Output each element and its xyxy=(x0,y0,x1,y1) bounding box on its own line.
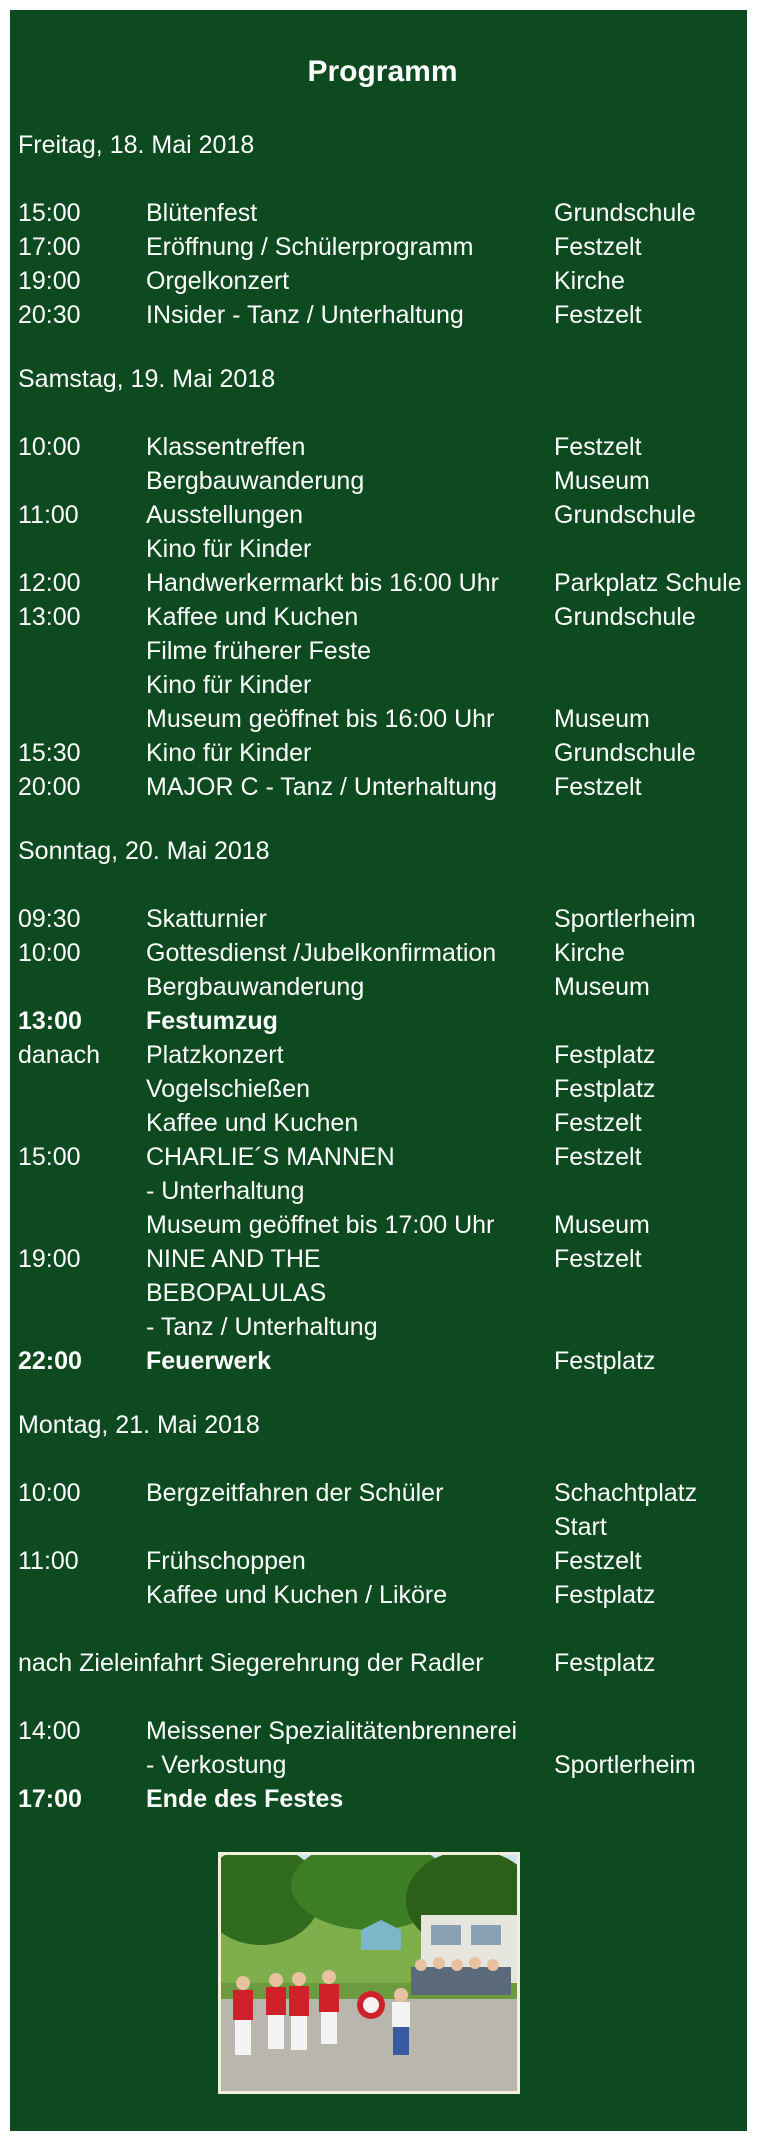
day-heading: Sonntag, 20. Mai 2018 xyxy=(18,837,270,865)
schedule-row xyxy=(18,1106,747,1140)
schedule-row xyxy=(18,264,747,298)
schedule-row xyxy=(18,1310,747,1344)
schedule-row xyxy=(18,1578,747,1612)
schedule-row xyxy=(18,634,747,668)
event-place: Kirche xyxy=(554,267,625,295)
event-place: Festzelt xyxy=(554,301,642,329)
event-time: 13:00 xyxy=(18,1007,82,1035)
event-name: Skatturnier xyxy=(146,905,267,933)
event-time: 10:00 xyxy=(18,1479,81,1507)
event-name: nach Zieleinfahrt Siegerehrung der Radler xyxy=(18,1649,484,1677)
event-name: Feuerwerk xyxy=(146,1347,272,1375)
schedule-row xyxy=(18,1004,747,1038)
schedule-row xyxy=(18,770,747,804)
event-name: NINE AND THE xyxy=(146,1245,321,1273)
event-time: 17:00 xyxy=(18,233,81,261)
schedule-row xyxy=(18,298,747,332)
schedule-row xyxy=(18,566,747,600)
schedule-row xyxy=(18,600,747,634)
event-name: - Unterhaltung xyxy=(146,1177,305,1205)
event-time: 12:00 xyxy=(18,569,81,597)
schedule-row xyxy=(18,1208,747,1242)
day-heading: Montag, 21. Mai 2018 xyxy=(18,1411,260,1439)
schedule-row xyxy=(18,498,747,532)
event-place: Museum xyxy=(554,467,650,495)
schedule-row xyxy=(18,1072,747,1106)
event-place: Museum xyxy=(554,973,650,1001)
event-place: Festplatz xyxy=(554,1581,656,1609)
event-time: 14:00 xyxy=(18,1717,81,1745)
schedule-row xyxy=(18,1544,747,1578)
day-gap xyxy=(18,396,747,430)
day-gap xyxy=(18,162,747,196)
event-name: Handwerkermarkt bis 16:00 Uhr xyxy=(146,569,499,597)
schedule-row xyxy=(18,1714,747,1748)
event-name: Platzkonzert xyxy=(146,1041,284,1069)
event-time: 19:00 xyxy=(18,1245,81,1273)
event-name: Kino für Kinder xyxy=(146,535,312,563)
event-name: Blütenfest xyxy=(146,199,258,227)
schedule-row xyxy=(18,1510,747,1544)
event-time: 22:00 xyxy=(18,1347,82,1375)
event-name: Gottesdienst /Jubelkonfirmation xyxy=(146,939,497,967)
event-time: 11:00 xyxy=(18,1547,79,1575)
festival-photo xyxy=(218,1852,520,2094)
schedule-row xyxy=(18,1748,747,1782)
day-gap xyxy=(18,1442,747,1476)
event-place: Festzelt xyxy=(554,433,642,461)
event-place: Grundschule xyxy=(554,501,696,529)
schedule-row xyxy=(18,1680,747,1714)
event-time: 20:30 xyxy=(18,301,81,329)
event-time: 13:00 xyxy=(18,603,81,631)
schedule-row xyxy=(18,1174,747,1208)
event-time: 10:00 xyxy=(18,433,81,461)
event-time: 10:00 xyxy=(18,939,81,967)
event-name: BEBOPALULAS xyxy=(146,1279,327,1307)
event-time: 15:30 xyxy=(18,739,81,767)
event-time: 17:00 xyxy=(18,1785,82,1813)
schedule-row xyxy=(18,1276,747,1310)
event-name: Museum geöffnet bis 17:00 Uhr xyxy=(146,1211,495,1239)
event-name: CHARLIE´S MANNEN xyxy=(146,1143,395,1171)
event-place: Festzelt xyxy=(554,1109,642,1137)
schedule-row xyxy=(18,702,747,736)
event-name: Kino für Kinder xyxy=(146,671,312,699)
event-place: Kirche xyxy=(554,939,625,967)
event-place: Grundschule xyxy=(554,199,696,227)
event-place: Grundschule xyxy=(554,603,696,631)
event-name: Vogelschießen xyxy=(146,1075,311,1103)
schedule-row xyxy=(18,936,747,970)
event-place: Festzelt xyxy=(554,1143,642,1171)
day-heading: Samstag, 19. Mai 2018 xyxy=(18,365,276,393)
event-name: Meissener Spezialitätenbrennerei xyxy=(146,1717,518,1745)
program-panel xyxy=(10,10,747,2131)
festival-parade-photo-icon xyxy=(221,1855,517,2091)
event-name: Kaffee und Kuchen xyxy=(146,1109,359,1137)
event-name: Kaffee und Kuchen / Liköre xyxy=(146,1581,448,1609)
event-place: Festzelt xyxy=(554,1245,642,1273)
event-name: - Verkostung xyxy=(146,1751,287,1779)
schedule-row xyxy=(18,1476,747,1510)
event-time: 20:00 xyxy=(18,773,81,801)
day-gap xyxy=(18,868,747,902)
schedule-row xyxy=(18,196,747,230)
event-name: Orgelkonzert xyxy=(146,267,290,295)
event-name: Ende des Festes xyxy=(146,1785,344,1813)
schedule-row xyxy=(18,970,747,1004)
schedule-row xyxy=(18,902,747,936)
schedule xyxy=(18,128,747,1816)
event-name: Klassentreffen xyxy=(146,433,306,461)
schedule-row xyxy=(18,668,747,702)
event-name: Bergbauwanderung xyxy=(146,973,365,1001)
event-place: Festzelt xyxy=(554,1547,642,1575)
event-place: Sportlerheim xyxy=(554,1751,696,1779)
schedule-row xyxy=(18,1612,747,1646)
event-place: Museum xyxy=(554,1211,650,1239)
event-time: 19:00 xyxy=(18,267,81,295)
event-place: Sportlerheim xyxy=(554,905,696,933)
event-name: Eröffnung / Schülerprogramm xyxy=(146,233,474,261)
event-name: Museum geöffnet bis 16:00 Uhr xyxy=(146,705,495,733)
schedule-row xyxy=(18,1242,747,1276)
schedule-row xyxy=(18,1344,747,1378)
schedule-row xyxy=(18,1140,747,1174)
event-place: Museum xyxy=(554,705,650,733)
event-place: Festzelt xyxy=(554,773,642,801)
event-name: MAJOR C - Tanz / Unterhaltung xyxy=(146,773,498,801)
event-name: - Tanz / Unterhaltung xyxy=(146,1313,378,1341)
schedule-row xyxy=(18,532,747,566)
event-time: 09:30 xyxy=(18,905,81,933)
event-name: Kino für Kinder xyxy=(146,739,312,767)
event-time: 15:00 xyxy=(18,199,81,227)
event-time: danach xyxy=(18,1041,101,1069)
event-name: Kaffee und Kuchen xyxy=(146,603,359,631)
event-name: Ausstellungen xyxy=(146,501,304,529)
event-place: Festplatz xyxy=(554,1075,656,1103)
event-time: 15:00 xyxy=(18,1143,81,1171)
event-place: Parkplatz Schule xyxy=(554,569,742,597)
event-place: Festplatz xyxy=(554,1649,656,1677)
event-name: Frühschoppen xyxy=(146,1547,306,1575)
day-heading: Freitag, 18. Mai 2018 xyxy=(18,131,255,159)
schedule-row xyxy=(18,430,747,464)
event-name: Bergbauwanderung xyxy=(146,467,365,495)
event-time: 11:00 xyxy=(18,501,79,529)
event-name: Filme früherer Feste xyxy=(146,637,372,665)
event-name: Bergzeitfahren der Schüler xyxy=(146,1479,444,1507)
event-place: Grundschule xyxy=(554,739,696,767)
event-place: Start xyxy=(554,1513,607,1541)
schedule-row xyxy=(18,464,747,498)
event-place: Schachtplatz xyxy=(554,1479,698,1507)
page-title: Programm xyxy=(307,55,458,88)
event-place: Festplatz xyxy=(554,1347,656,1375)
schedule-row xyxy=(18,1782,747,1816)
event-name: Festumzug xyxy=(146,1007,278,1035)
event-place: Festzelt xyxy=(554,233,642,261)
event-place: Festplatz xyxy=(554,1041,656,1069)
schedule-row xyxy=(18,1038,747,1072)
schedule-row xyxy=(18,1646,747,1680)
event-name: INsider - Tanz / Unterhaltung xyxy=(146,301,464,329)
schedule-row xyxy=(18,736,747,770)
schedule-row xyxy=(18,230,747,264)
